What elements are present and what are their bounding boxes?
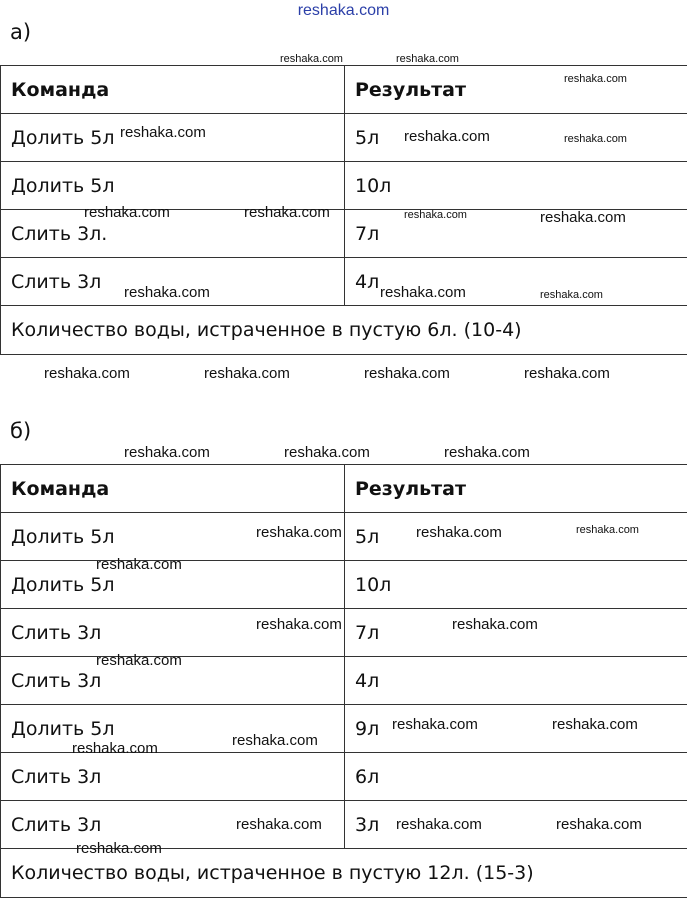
table-row bbox=[1, 162, 687, 210]
table-row bbox=[1, 801, 687, 849]
wasted-water-summary: Количество воды, истраченное в пустую 6л. (10-4) bbox=[1, 306, 687, 355]
section-a-label: а) bbox=[10, 20, 32, 44]
result-cell: 10л bbox=[345, 162, 687, 210]
result-cell: 6л bbox=[345, 753, 687, 801]
watermark: reshaka.com bbox=[280, 53, 343, 65]
result-cell: 5л bbox=[345, 513, 687, 561]
command-cell: Слить 3л bbox=[1, 258, 345, 306]
watermark: reshaka.com bbox=[256, 616, 342, 633]
command-cell: Слить 3л bbox=[1, 657, 345, 705]
watermark: reshaka.com bbox=[416, 524, 502, 541]
result-cell: 7л bbox=[345, 210, 687, 258]
result-cell: 9л bbox=[345, 705, 687, 753]
command-cell: Долить 5л bbox=[1, 114, 345, 162]
watermark: reshaka.com bbox=[576, 524, 639, 536]
table-row bbox=[1, 258, 687, 306]
column-header-command: Команда bbox=[1, 465, 345, 513]
table-footer-row bbox=[1, 306, 687, 355]
result-cell: 7л bbox=[345, 609, 687, 657]
result-cell: 4л bbox=[345, 657, 687, 705]
watermark: reshaka.com bbox=[540, 289, 603, 301]
command-cell: Слить 3л bbox=[1, 801, 345, 849]
watermark: reshaka.com bbox=[232, 732, 318, 749]
watermark: reshaka.com bbox=[364, 365, 450, 382]
watermark: reshaka.com bbox=[96, 556, 182, 573]
watermark: reshaka.com bbox=[284, 444, 370, 461]
command-cell: Долить 5л bbox=[1, 162, 345, 210]
site-header-link[interactable]: reshaka.com bbox=[297, 2, 390, 19]
command-cell: Слить 3л bbox=[1, 609, 345, 657]
watermark: reshaka.com bbox=[84, 204, 170, 221]
watermark: reshaka.com bbox=[404, 209, 467, 221]
watermark: reshaka.com bbox=[524, 365, 610, 382]
command-table-b bbox=[0, 464, 687, 898]
command-cell: Долить 5л bbox=[1, 513, 345, 561]
table-row bbox=[1, 753, 687, 801]
watermark: reshaka.com bbox=[392, 716, 478, 733]
table-row bbox=[1, 210, 687, 258]
column-header-result: Результат bbox=[345, 66, 687, 114]
watermark: reshaka.com bbox=[556, 816, 642, 833]
watermark: reshaka.com bbox=[236, 816, 322, 833]
watermark: reshaka.com bbox=[204, 365, 290, 382]
command-cell: Долить 5л bbox=[1, 561, 345, 609]
table-row bbox=[1, 114, 687, 162]
watermark: reshaka.com bbox=[564, 133, 627, 145]
table-footer-row bbox=[1, 849, 687, 898]
result-cell: 3л bbox=[345, 801, 687, 849]
wasted-water-summary: Количество воды, истраченное в пустую 12л. (15-3) bbox=[1, 849, 687, 898]
watermark: reshaka.com bbox=[552, 716, 638, 733]
result-cell: 10л bbox=[345, 561, 687, 609]
watermark: reshaka.com bbox=[72, 740, 158, 757]
result-cell: 4л bbox=[345, 258, 687, 306]
section-b-label: б) bbox=[10, 419, 32, 443]
command-table-a bbox=[0, 65, 687, 355]
watermark: reshaka.com bbox=[380, 284, 466, 301]
table-row bbox=[1, 609, 687, 657]
command-cell: Слить 3л. bbox=[1, 210, 345, 258]
table-header-row bbox=[1, 465, 687, 513]
table-header-row bbox=[1, 66, 687, 114]
table-row bbox=[1, 657, 687, 705]
watermark: reshaka.com bbox=[244, 204, 330, 221]
table-row bbox=[1, 513, 687, 561]
watermark: reshaka.com bbox=[120, 124, 206, 141]
watermark: reshaka.com bbox=[124, 284, 210, 301]
watermark: reshaka.com bbox=[540, 209, 626, 226]
result-cell: 5л bbox=[345, 114, 687, 162]
watermark: reshaka.com bbox=[124, 444, 210, 461]
watermark: reshaka.com bbox=[444, 444, 530, 461]
watermark: reshaka.com bbox=[404, 128, 490, 145]
watermark: reshaka.com bbox=[564, 73, 627, 85]
watermark: reshaka.com bbox=[396, 53, 459, 65]
column-header-command: Команда bbox=[1, 66, 345, 114]
command-cell: Долить 5л bbox=[1, 705, 345, 753]
table-row bbox=[1, 561, 687, 609]
watermark: reshaka.com bbox=[44, 365, 130, 382]
watermark: reshaka.com bbox=[256, 524, 342, 541]
column-header-result: Результат bbox=[345, 465, 687, 513]
watermark: reshaka.com bbox=[96, 652, 182, 669]
watermark: reshaka.com bbox=[452, 616, 538, 633]
watermark: reshaka.com bbox=[76, 840, 162, 857]
watermark: reshaka.com bbox=[396, 816, 482, 833]
table-row bbox=[1, 705, 687, 753]
command-cell: Слить 3л bbox=[1, 753, 345, 801]
